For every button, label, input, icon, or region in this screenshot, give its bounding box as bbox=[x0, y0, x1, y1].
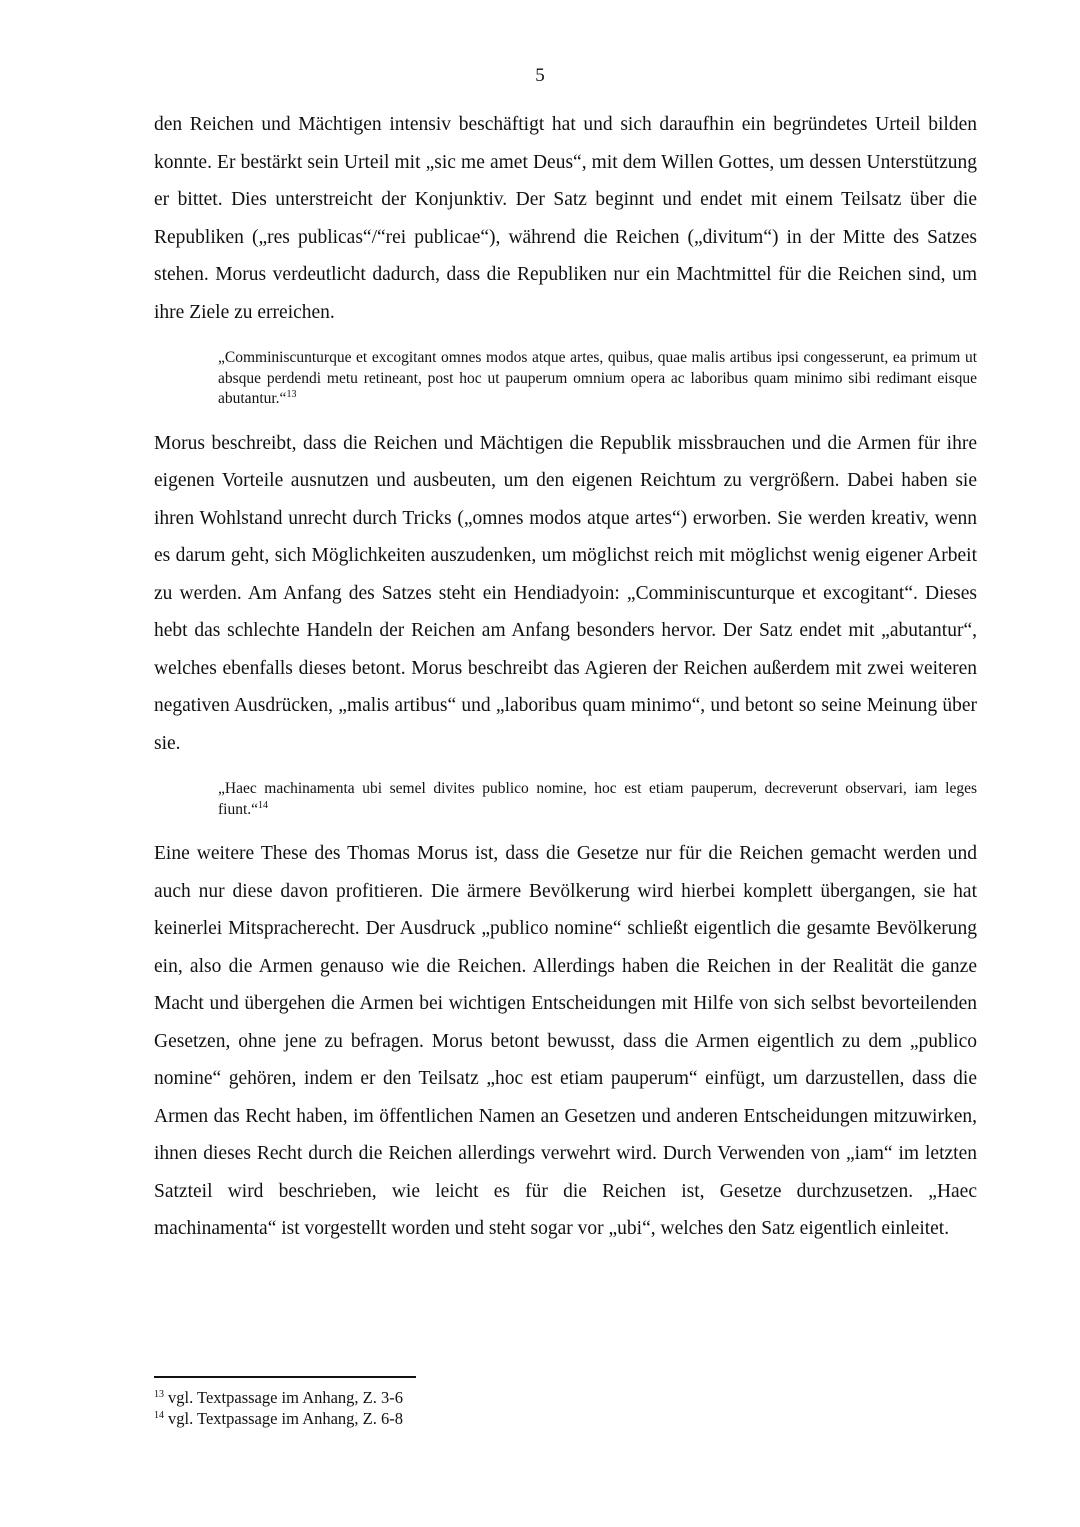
quote-text-1: „Comminiscunturque et excogitant omnes modos atque artes, quibus, quae malis artibus ipsi congesserunt, ea primum ut absque perdendi metu retineant, post hoc ut pauperum omnium opera ac laboribus quam minimo sibi redimant eisque abutantur.“ bbox=[218, 349, 977, 407]
block-quote-1 bbox=[218, 348, 977, 410]
paragraph-3: Eine weitere These des Thomas Morus ist, dass die Gesetze nur für die Reichen gemacht werden und auch nur diese davon profitieren. Die ärmere Bevölkerung wird hierbei komplett übergangen, sie hat keinerlei Mitspracherecht. Der Ausdruck „publico nomine“ schließt eigentlich die gesamte Bevölkerung ein, also die Armen genauso wie die Reichen. Allerdings haben die Reichen in der Realität die ganze Macht und übergehen die Armen bei wichtigen Entscheidungen mit Hilfe von sich selbst bevorteilenden Gesetzen, ohne jene zu befragen. Morus betont bewusst, dass die Armen eigentlich zu dem „publico nomine“ gehören, indem er den Teilsatz „hoc est etiam pauperum“ einfügt, um darzustellen, dass die Armen das Recht haben, im öffentlichen Namen an Gesetzen und anderen Entscheidungen mitzuwirken, ihnen dieses Recht durch die Reichen allerdings verwehrt wird. Durch Verwenden von „iam“ im letzten Satzteil wird beschrieben, wie leicht es für die Reichen ist, Gesetze durchzusetzen. „Haec machinamenta“ ist vorgestellt worden und steht sogar vor „ubi“, welches den Satz eigentlich einleitet. bbox=[154, 843, 977, 1239]
page-number: 5 bbox=[535, 65, 545, 86]
footnote-divider bbox=[154, 1376, 416, 1378]
footnote-13 bbox=[154, 1387, 977, 1408]
footnote-text: vgl. Textpassage im Anhang, Z. 6-8 bbox=[168, 1409, 404, 1428]
footnote-14 bbox=[154, 1408, 977, 1429]
footnotes bbox=[154, 1387, 977, 1429]
main-text bbox=[154, 106, 977, 1248]
paragraph-1: den Reichen und Mächtigen intensiv beschäftigt hat und sich daraufhin ein begründetes Urteil bilden konnte. Er bestärkt sein Urteil mit „sic me amet Deus“, mit dem Willen Gottes, um dessen Unterstützung er bittet. Dies unterstreicht der Konjunktiv. Der Satz beginnt und endet mit einem Teilsatz über die Republiken („res publicas“/“rei publicae“), während die Reichen („divitum“) in der Mitte des Satzes stehen. Morus verdeutlicht dadurch, dass die Republiken nur ein Machtmittel für die Reichen sind, um ihre Ziele zu erreichen. bbox=[154, 114, 977, 323]
footnote-ref-13[interactable]: 13 bbox=[286, 389, 297, 400]
footnote-number: 13 bbox=[154, 1389, 164, 1400]
quote-text-2: „Haec machinamenta ubi semel divites publico nomine, hoc est etiam pauperum, decreverunt observari, iam leges fiunt.“ bbox=[218, 780, 977, 818]
footnote-number: 14 bbox=[154, 1410, 164, 1421]
footnote-ref-14[interactable]: 14 bbox=[258, 799, 269, 811]
paragraph-2: Morus beschreibt, dass die Reichen und Mächtigen die Republik missbrauchen und die Armen für ihre eigenen Vorteile ausnutzen und ausbeuten, um den eigenen Reichtum zu vergrößern. Dabei haben sie ihren Wohlstand unrecht durch Tricks („omnes modos atque artes“) erworben. Sie werden kreativ, wenn es darum geht, sich Möglichkeiten auszudenken, um möglichst reich mit möglichst wenig eigener Arbeit zu werden. Am Anfang des Satzes steht ein Hendiadyoin: „Comminiscunturque et excogitant“. Dieses hebt das schlechte Handeln der Reichen am Anfang besonders hervor. Der Satz endet mit „abutantur“, welches ebenfalls dieses betont. Morus beschreibt das Agieren der Reichen außerdem mit zwei weiteren negativen Ausdrücken, „malis artibus“ und „laboribus quam minimo“, und betont so seine Meinung über sie. bbox=[154, 432, 977, 754]
footnote-text: vgl. Textpassage im Anhang, Z. 3-6 bbox=[168, 1388, 404, 1407]
block-quote-2 bbox=[218, 779, 977, 820]
